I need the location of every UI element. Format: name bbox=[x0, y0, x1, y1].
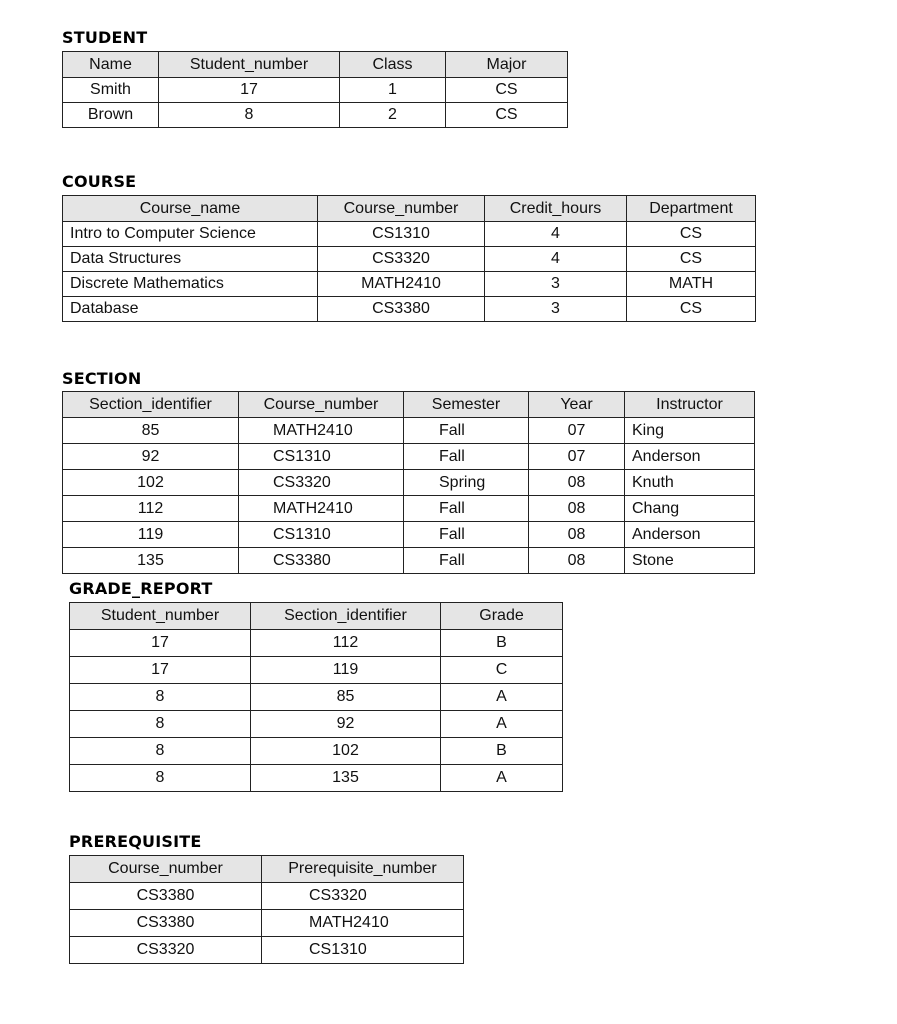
table-cell: Anderson bbox=[625, 522, 755, 548]
table-cell: 07 bbox=[529, 444, 625, 470]
table-cell: MATH2410 bbox=[239, 418, 404, 444]
table-cell: Anderson bbox=[625, 444, 755, 470]
table-cell: CS bbox=[627, 247, 756, 272]
table-row bbox=[70, 883, 464, 910]
table-cell: Fall bbox=[404, 548, 529, 574]
table-cell: Fall bbox=[404, 522, 529, 548]
column-header: Semester bbox=[404, 392, 529, 418]
table-cell: 8 bbox=[70, 738, 251, 765]
column-header: Course_name bbox=[63, 196, 318, 222]
table-cell: 08 bbox=[529, 496, 625, 522]
table-cell: CS1310 bbox=[239, 444, 404, 470]
table-cell: CS3380 bbox=[239, 548, 404, 574]
table-cell: 4 bbox=[485, 247, 627, 272]
table-cell: A bbox=[441, 684, 563, 711]
column-header: Major bbox=[446, 52, 568, 78]
table-cell: CS bbox=[627, 297, 756, 322]
table-cell: CS3320 bbox=[239, 470, 404, 496]
table-cell: 1 bbox=[340, 78, 446, 103]
table-cell: 2 bbox=[340, 103, 446, 128]
table-row bbox=[70, 738, 563, 765]
student-title: STUDENT bbox=[62, 28, 148, 47]
table-row bbox=[63, 522, 755, 548]
column-header: Student_number bbox=[159, 52, 340, 78]
table-cell: CS bbox=[446, 78, 568, 103]
table-cell: 3 bbox=[485, 297, 627, 322]
table-cell: Brown bbox=[63, 103, 159, 128]
table-cell: 102 bbox=[63, 470, 239, 496]
column-header: Course_number bbox=[70, 856, 262, 883]
table-cell: 17 bbox=[70, 630, 251, 657]
table-cell: Fall bbox=[404, 418, 529, 444]
table-cell: Fall bbox=[404, 444, 529, 470]
column-header: Class bbox=[340, 52, 446, 78]
table-cell: Knuth bbox=[625, 470, 755, 496]
grade-report-table bbox=[69, 602, 563, 792]
table-cell: 17 bbox=[159, 78, 340, 103]
table-cell: MATH bbox=[627, 272, 756, 297]
column-header: Year bbox=[529, 392, 625, 418]
table-row bbox=[63, 78, 568, 103]
grade-report-title: GRADE_REPORT bbox=[69, 579, 213, 598]
table-cell: 4 bbox=[485, 222, 627, 247]
table-cell: Fall bbox=[404, 496, 529, 522]
table-cell: 17 bbox=[70, 657, 251, 684]
table-row bbox=[70, 684, 563, 711]
table-cell: 135 bbox=[251, 765, 441, 792]
table-cell: CS3320 bbox=[70, 937, 262, 964]
table-cell: Discrete Mathematics bbox=[63, 272, 318, 297]
prerequisite-table bbox=[69, 855, 464, 964]
table-cell: 07 bbox=[529, 418, 625, 444]
column-header: Section_identifier bbox=[63, 392, 239, 418]
table-cell: 08 bbox=[529, 548, 625, 574]
table-row bbox=[63, 548, 755, 574]
table-cell: B bbox=[441, 630, 563, 657]
table-row bbox=[70, 630, 563, 657]
table-cell: Database bbox=[63, 297, 318, 322]
table-cell: King bbox=[625, 418, 755, 444]
table-cell: Smith bbox=[63, 78, 159, 103]
table-row bbox=[70, 765, 563, 792]
table-cell: Stone bbox=[625, 548, 755, 574]
table-row bbox=[63, 496, 755, 522]
table-cell: 119 bbox=[63, 522, 239, 548]
table-cell: Data Structures bbox=[63, 247, 318, 272]
column-header: Credit_hours bbox=[485, 196, 627, 222]
table-cell: 92 bbox=[63, 444, 239, 470]
table-row bbox=[70, 910, 464, 937]
table-row bbox=[63, 222, 756, 247]
table-cell: 8 bbox=[70, 684, 251, 711]
table-cell: MATH2410 bbox=[318, 272, 485, 297]
table-cell: B bbox=[441, 738, 563, 765]
table-cell: CS3380 bbox=[70, 910, 262, 937]
table-cell: 119 bbox=[251, 657, 441, 684]
table-row bbox=[63, 444, 755, 470]
table-cell: 8 bbox=[70, 765, 251, 792]
student-table bbox=[62, 51, 568, 128]
table-cell: Spring bbox=[404, 470, 529, 496]
table-row bbox=[70, 657, 563, 684]
table-cell: A bbox=[441, 711, 563, 738]
table-row bbox=[63, 297, 756, 322]
column-header: Section_identifier bbox=[251, 603, 441, 630]
table-header-row bbox=[70, 856, 464, 883]
table-cell: CS3320 bbox=[262, 883, 464, 910]
column-header: Course_number bbox=[318, 196, 485, 222]
table-cell: 85 bbox=[63, 418, 239, 444]
column-header: Prerequisite_number bbox=[262, 856, 464, 883]
table-cell: Chang bbox=[625, 496, 755, 522]
table-header-row bbox=[63, 52, 568, 78]
table-cell: MATH2410 bbox=[262, 910, 464, 937]
column-header: Name bbox=[63, 52, 159, 78]
course-table bbox=[62, 195, 756, 322]
table-cell: CS bbox=[446, 103, 568, 128]
table-cell: CS1310 bbox=[239, 522, 404, 548]
table-cell: Intro to Computer Science bbox=[63, 222, 318, 247]
table-cell: 08 bbox=[529, 522, 625, 548]
table-cell: MATH2410 bbox=[239, 496, 404, 522]
table-cell: 102 bbox=[251, 738, 441, 765]
table-cell: 112 bbox=[251, 630, 441, 657]
table-header-row bbox=[63, 196, 756, 222]
table-cell: CS3380 bbox=[318, 297, 485, 322]
column-header: Course_number bbox=[239, 392, 404, 418]
course-title: COURSE bbox=[62, 172, 137, 191]
table-cell: 8 bbox=[159, 103, 340, 128]
table-cell: CS1310 bbox=[262, 937, 464, 964]
table-cell: 135 bbox=[63, 548, 239, 574]
table-cell: A bbox=[441, 765, 563, 792]
table-row bbox=[63, 272, 756, 297]
table-row bbox=[63, 247, 756, 272]
section-title: SECTION bbox=[62, 369, 142, 388]
table-cell: C bbox=[441, 657, 563, 684]
table-cell: 3 bbox=[485, 272, 627, 297]
table-cell: CS3320 bbox=[318, 247, 485, 272]
table-row bbox=[70, 937, 464, 964]
table-row bbox=[63, 418, 755, 444]
table-cell: 08 bbox=[529, 470, 625, 496]
table-cell: 92 bbox=[251, 711, 441, 738]
table-cell: CS3380 bbox=[70, 883, 262, 910]
table-cell: CS1310 bbox=[318, 222, 485, 247]
table-row bbox=[63, 103, 568, 128]
table-header-row bbox=[63, 392, 755, 418]
table-cell: 112 bbox=[63, 496, 239, 522]
table-cell: 8 bbox=[70, 711, 251, 738]
table-header-row bbox=[70, 603, 563, 630]
column-header: Instructor bbox=[625, 392, 755, 418]
table-row bbox=[63, 470, 755, 496]
table-cell: 85 bbox=[251, 684, 441, 711]
column-header: Grade bbox=[441, 603, 563, 630]
prerequisite-title: PREREQUISITE bbox=[69, 832, 202, 851]
section-table bbox=[62, 391, 755, 574]
table-cell: CS bbox=[627, 222, 756, 247]
table-row bbox=[70, 711, 563, 738]
column-header: Student_number bbox=[70, 603, 251, 630]
column-header: Department bbox=[627, 196, 756, 222]
